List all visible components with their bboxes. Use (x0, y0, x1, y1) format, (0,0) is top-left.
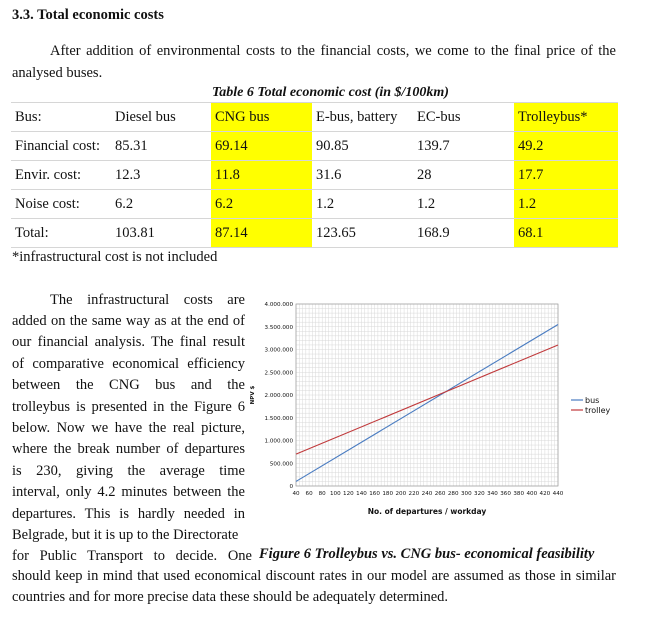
table-cell: Total: (11, 219, 111, 248)
intro-paragraph: After addition of environmental costs to the financial costs, we come to the final price of the analysed buses. (12, 43, 616, 81)
x-tick-label: 420 (539, 491, 551, 497)
body-line: for Public Transport to decide. One (12, 548, 252, 564)
y-tick-label: 2.000.000 (264, 393, 293, 399)
x-tick-label: 160 (369, 491, 380, 497)
body-line: trolleybus is presented in the Figure 6 (12, 399, 245, 415)
body-line: where the break number of departures (12, 441, 245, 457)
figure-caption: Figure 6 Trolleybus vs. CNG bus- economical feasibility (259, 546, 595, 562)
body-line: between the CNG bus and the (12, 377, 245, 393)
table-row (11, 132, 618, 161)
table-cell-highlighted: 6.2 (211, 190, 312, 219)
body-line: The infrastructural costs are (50, 292, 245, 308)
table-cell-highlighted: 11.8 (211, 161, 312, 190)
x-tick-label: 400 (526, 491, 538, 497)
total-economic-cost-table (11, 102, 618, 248)
table-row (11, 161, 618, 190)
table-header-row (11, 103, 618, 132)
section-heading: 3.3. Total economic costs (12, 7, 164, 23)
table-cell-highlighted: 1.2 (514, 190, 618, 219)
body-line: of comparative economical efficiency (12, 356, 245, 372)
npv-line-chart (246, 290, 626, 530)
body-line: below. Now we have the real picture, (12, 420, 245, 436)
y-tick-label: 3.000.000 (264, 347, 293, 354)
table-cell-highlighted: 49.2 (514, 132, 618, 161)
table-footnote: *infrastructural cost is not included (12, 249, 218, 265)
y-tick-label: 0 (289, 484, 293, 490)
table-cell: 12.3 (111, 161, 211, 190)
table-cell: Envir. cost: (11, 161, 111, 190)
chart-legend (571, 396, 611, 415)
x-tick-label: 280 (447, 491, 459, 497)
legend-label-trolley: trolley (585, 405, 611, 415)
table-cell-highlighted: CNG bus (211, 103, 312, 132)
body-line: interval, only 4.2 minutes between the (12, 484, 245, 500)
table-cell-highlighted: 68.1 (514, 219, 618, 248)
y-tick-label: 1.000.000 (264, 438, 293, 445)
table-cell: EC-bus (413, 103, 514, 132)
chart-grid (296, 304, 558, 486)
table-row (11, 219, 618, 248)
table-cell-highlighted: Trolleybus* (514, 103, 618, 132)
x-tick-label: 340 (487, 491, 498, 497)
body-line: is 230, giving the average time (12, 463, 245, 479)
x-tick-label: 320 (474, 491, 485, 497)
y-tick-label: 4.000.000 (264, 302, 293, 308)
table-cell: 90.85 (312, 132, 413, 161)
x-tick-label: 220 (408, 491, 420, 497)
table-cell-highlighted: 87.14 (211, 219, 312, 248)
x-tick-label: 260 (434, 491, 446, 497)
x-tick-label: 240 (421, 491, 433, 497)
x-tick-label: 40 (292, 491, 300, 497)
x-tick-label: 120 (343, 491, 354, 497)
table-cell: 103.81 (111, 219, 211, 248)
y-tick-label: 500.000 (269, 461, 293, 468)
table-cell: Bus: (11, 103, 111, 132)
x-tick-label: 200 (395, 491, 407, 497)
x-axis-title: No. of departures / workday (367, 507, 487, 516)
x-tick-label: 300 (460, 491, 472, 497)
table-cell: Financial cost: (11, 132, 111, 161)
table-cell-highlighted: 17.7 (514, 161, 618, 190)
y-tick-label: 1.500.000 (264, 415, 293, 422)
x-tick-label: 80 (318, 491, 326, 497)
y-axis-title: NPV $ (250, 385, 256, 405)
x-tick-label: 100 (329, 491, 341, 497)
x-tick-label: 60 (305, 491, 313, 497)
table-cell: Diesel bus (111, 103, 211, 132)
x-tick-label: 360 (500, 491, 511, 497)
y-tick-label: 2.500.000 (264, 370, 293, 377)
legend-label-bus: bus (585, 395, 600, 405)
body-paragraph-end: should keep in mind that used economical discount rates in our model are assumed as those in similar countries and for more precise data these should be adequately determined. (12, 568, 616, 606)
table-cell: 168.9 (413, 219, 514, 248)
table-row (11, 190, 618, 219)
x-tick-label: 180 (382, 491, 394, 497)
table-cell: E-bus, battery (312, 103, 413, 132)
table-cell: 85.31 (111, 132, 211, 161)
table-cell: Noise cost: (11, 190, 111, 219)
table-cell: 139.7 (413, 132, 514, 161)
table-cell: 31.6 (312, 161, 413, 190)
table-cell: 1.2 (413, 190, 514, 219)
x-tick-label: 380 (513, 491, 525, 497)
table-caption: Table 6 Total economic cost (in $/100km) (212, 85, 449, 100)
body-line: departures. This is hardly needed in (12, 506, 245, 522)
body-line: Belgrade, but it is up to the Directorate (12, 527, 239, 543)
table-cell: 1.2 (312, 190, 413, 219)
body-line: our financial analysis. The final result (12, 334, 245, 350)
y-tick-label: 3.500.000 (264, 324, 293, 331)
x-tick-label: 440 (552, 491, 564, 497)
table-cell: 28 (413, 161, 514, 190)
table-cell: 123.65 (312, 219, 413, 248)
table-cell-highlighted: 69.14 (211, 132, 312, 161)
x-tick-label: 140 (356, 491, 367, 497)
body-line: added on the same way as at the end of (12, 313, 245, 329)
table-cell: 6.2 (111, 190, 211, 219)
